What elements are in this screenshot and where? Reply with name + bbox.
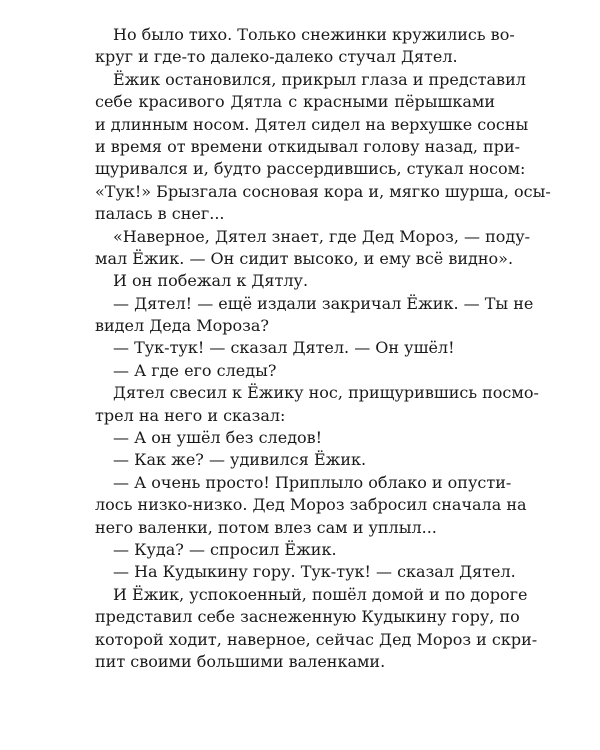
text-line: И Ёжик, успокоенный, пошёл домой и по дороге	[113, 584, 528, 604]
text-line: — Как же? — удивился Ёжик.	[113, 450, 367, 470]
text-line: пит своими большими валенками.	[95, 651, 386, 671]
text-line: — А очень просто! Приплыло облако и опусти-	[113, 472, 512, 492]
text-line: щуривался и, будто рассердившись, стукал носом:	[95, 159, 526, 179]
text-line: — А где его следы?	[113, 360, 277, 380]
text-line: — На Кудыкину гору. Тук-тук! — сказал Дятел.	[113, 562, 516, 582]
text-line: и длинным носом. Дятел сидел на верхушке сосны	[95, 114, 529, 134]
text-line: — Тук-тук! — сказал Дятел. — Он ушёл!	[113, 338, 455, 358]
text-line: которой ходит, наверное, сейчас Дед Мороз и скри-	[95, 629, 538, 649]
text-line: Дятел свесил к Ёжику нос, прищурившись посмо-	[113, 383, 539, 403]
text-line: него валенки, потом влез сам и уплыл...	[95, 517, 437, 537]
text-line: себе красивого Дятла с красными пёрышками	[95, 92, 495, 112]
text-line: палась в снег...	[95, 204, 225, 224]
text-line: трел на него и сказал:	[95, 405, 286, 425]
text-line: И он побежал к Дятлу.	[113, 271, 309, 291]
text-line: — Куда? — спросил Ёжик.	[113, 539, 337, 559]
text-line: — Дятел! — ещё издали закричал Ёжик. — Ты не	[113, 293, 534, 313]
text-line: Ёжик остановился, прикрыл глаза и представил	[113, 69, 526, 89]
text-line: — А он ушёл без следов!	[113, 428, 323, 448]
text-line: мал Ёжик. — Он сидит высоко, и ему всё видно».	[95, 248, 514, 268]
page-text	[95, 24, 551, 673]
text-line: лось низко-низко. Дед Мороз забросил сначала на	[95, 495, 527, 515]
text-line: «Наверное, Дятел знает, где Дед Мороз, — поду-	[113, 226, 531, 246]
text-line: и время от времени откидывал голову назад, при-	[95, 136, 521, 156]
text-line: «Тук!» Брызгала сосновая кора и, мягко шурша, осы-	[95, 181, 551, 201]
text-line: Но было тихо. Только снежинки кружились во-	[113, 25, 515, 44]
text-line: круг и где-то далеко-далеко стучал Дятел.	[95, 47, 458, 67]
text-line: видел Деда Мороза?	[95, 316, 269, 336]
text-line: представил себе заснеженную Кудыкину гору, по	[95, 607, 520, 627]
